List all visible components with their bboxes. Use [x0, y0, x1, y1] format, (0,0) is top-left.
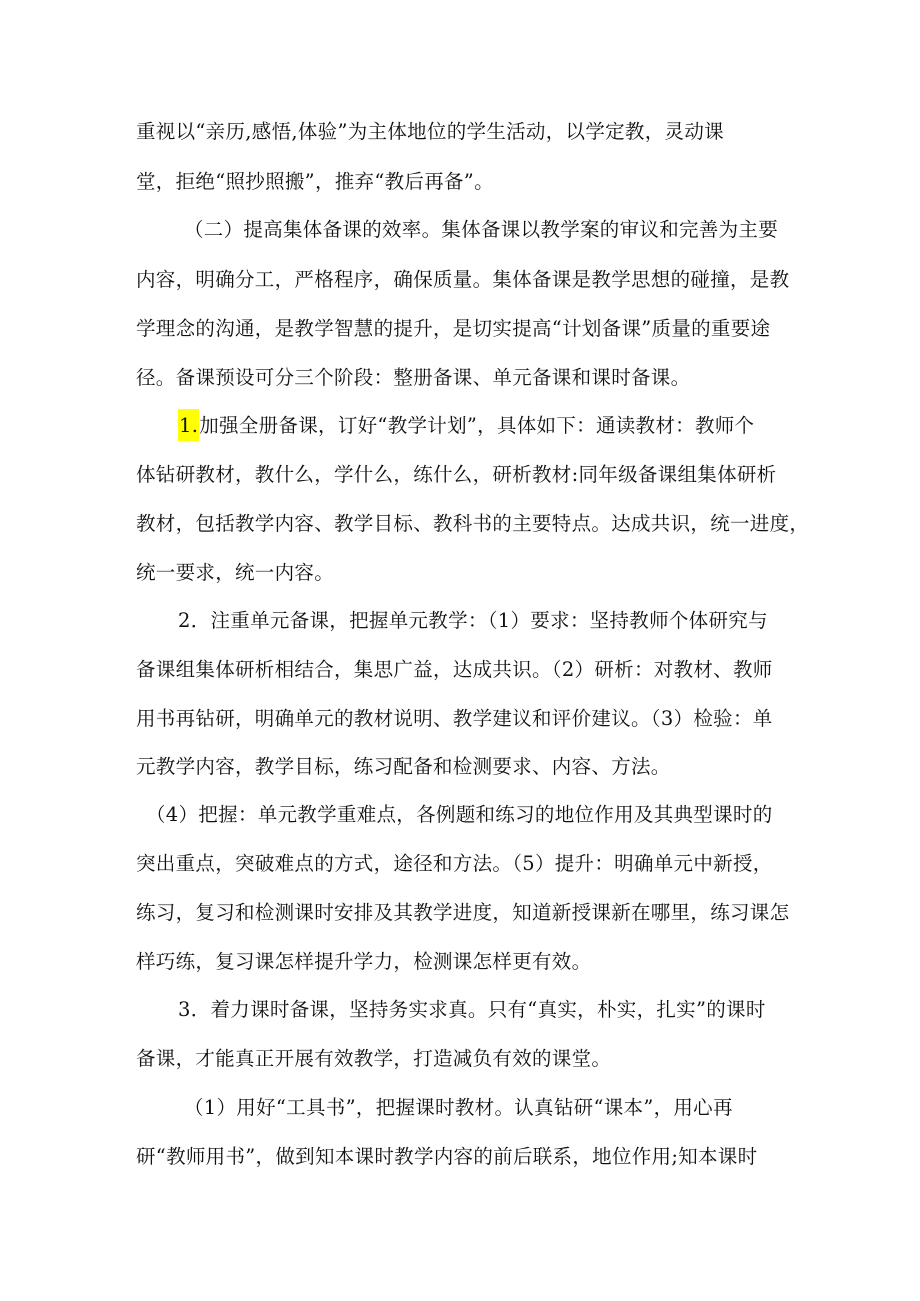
text-line: 教材，包括教学内容、教学目标、教科书的主要特点。达成共识，统一进度，	[136, 512, 810, 535]
text-line: 备课组集体研析相结合，集思广益，达成共识。（2）研析：对教材、教师	[136, 658, 773, 681]
text-line: 学理念的沟通，是教学智慧的提升，是切实提高“计划备课”质量的重要途	[136, 317, 771, 340]
item-3-first-line: 3．着力课时备课，坚持务实求真。只有“真实，朴实，扎实”的课时	[178, 998, 766, 1021]
text-line: 统一要求，统一内容。	[136, 561, 335, 584]
subitem-first-line: （1）用好“工具书”，把握课时教材。认真钻研“课本”，用心再	[184, 1096, 733, 1119]
text-line: 练习，复习和检测课时安排及其教学进度，知道新授课新在哪里，练习课怎	[136, 901, 790, 924]
text-line: 用书再钻研，明确单元的教材说明、教学建议和评价建议。（3）检验：单	[136, 707, 773, 730]
text-line: （4）把握：单元教学重难点，各例题和练习的地位作用及其典型课时的	[146, 803, 773, 826]
highlighted-number: 1.	[178, 409, 199, 441]
item-2-first-line: 2．注重单元备课，把握单元教学：（1）要求：坚持教师个体研究与	[178, 609, 768, 632]
text-line: 样巧练，复习课怎样提升学力，检测课怎样更有效。	[136, 950, 592, 973]
text-line: 堂，拒绝“照抄照搬”，推弃“教后再备”。	[136, 170, 494, 193]
item-1-text: 加强全册备课，订好“教学计划”，具体如下：通读教材：教师个	[199, 414, 755, 437]
text-line: 体钻研教材，教什么，学什么，练什么，研析教材:同年级备课组集体研析	[136, 463, 777, 486]
text-line: 径。备课预设可分三个阶段：整册备课、单元备课和课时备课。	[136, 366, 691, 389]
item-1-first-line	[178, 411, 754, 441]
text-line: 研“教师用书”，做到知本课时教学内容的前后联系，地位作用;知本课时	[136, 1145, 758, 1168]
text-line: 备课，才能真正开展有效教学，打造减负有效的课堂。	[136, 1047, 612, 1070]
text-line: 突出重点，突破难点的方式，途径和方法。（5）提升：明确单元中新授，	[136, 852, 773, 875]
section-heading-line: （二）提高集体备课的效率。集体备课以教学案的审议和完善为主要	[184, 218, 779, 241]
text-line: 重视以“亲历,感悟,体验”为主体地位的学生活动，以学定教，灵动课	[136, 120, 724, 143]
text-line: 内容，明确分工，严格程序，确保质量。集体备课是教学思想的碰撞，是教	[136, 268, 790, 291]
text-line: 元教学内容，教学目标，练习配备和检测要求、内容、方法。	[136, 755, 671, 778]
